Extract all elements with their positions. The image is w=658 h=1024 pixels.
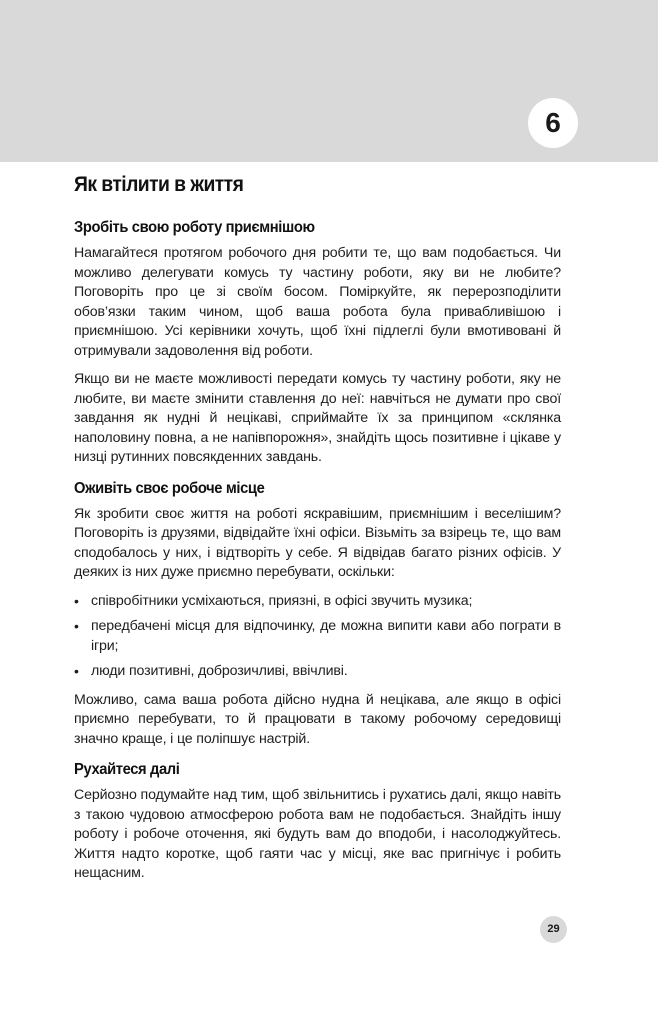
- section-heading: Оживіть своє робоче місце: [74, 479, 265, 497]
- page-number-badge: 29: [540, 916, 567, 943]
- section-heading: Зробіть свою роботу приємнішою: [74, 219, 315, 236]
- bullet-icon: •: [74, 663, 79, 679]
- paragraph: Як зробити своє життя на роботі яскравішим, приємнішим і веселішим? Поговоріть із друзями, відвідайте їхні офіси. Візьміть за взірець те, що вам сподобалось у них, і відтворіть у себе. Я відвідав багато різних офісів. У деяких із них дуже приємно перебувати, оскільки:: [74, 505, 561, 580]
- paragraph: Намагайтеся протягом робочого дня робити те, що вам подобається. Чи можливо делегувати комусь ту частину роботи, яку ви не любите? Поговоріть про це зі своїм босом. Поміркуйте, як перерозподілити обов’язки таким чином, щоб ваша робота була привабливішою і приємнішою. Усі керівники хочуть, щоб їхні підлеглі були вмотивовані й отримували задоволення від роботи.: [74, 245, 561, 359]
- list-item-text: співробітники усміхаються, приязні, в офісі звучить музика;: [91, 592, 473, 609]
- list-item: [74, 592, 561, 612]
- page-title: Як втілити в життя: [74, 173, 244, 196]
- section-make-work-pleasant: [74, 216, 561, 468]
- bullet-list: [74, 592, 561, 682]
- bullet-icon: •: [74, 592, 79, 609]
- list-item-text: передбачені місця для відпочинку, де можна випити кави або пограти в ігри;: [91, 618, 561, 654]
- bullet-icon: •: [74, 618, 79, 634]
- section-move-on: [74, 758, 561, 884]
- list-item: [74, 662, 561, 682]
- paragraph: Можливо, сама ваша робота дійсно нудна й нецікава, але якщо в офісі приємно перебувати, то й працювати в такому робочому середовищі значно краще, і це поліпшує настрій.: [74, 691, 561, 747]
- list-item-text: люди позитивні, доброзичливі, ввічливі.: [91, 663, 348, 679]
- paragraph: Серйозно подумайте над тим, щоб звільнитись і рухатись далі, якщо навіть з такою чудовою атмосферою робота вам не подобається. Знайдіть іншу роботу і робоче оточення, які будуть вам до вподоби, і насолоджуйтесь. Життя надто коротке, щоб гаяти час у місці, яке вас пригнічує і робить нещасним.: [74, 787, 561, 881]
- section-revive-workplace: [74, 477, 561, 750]
- section-heading: Рухайтеся далі: [74, 761, 180, 778]
- list-item: [74, 617, 561, 656]
- chapter-number-badge: 6: [528, 98, 578, 148]
- paragraph: Якщо ви не маєте можливості передати комусь ту частину роботи, яку не любите, ви маєте змінити ставлення до неї: навчіться не думати про свої завдання як нудні й нецікаві, сприймайте їх за принципом «склянка наполовину повна, а не напівпорожня», знайдіть щось позитивне і цікаве у низці рутинних повсякденних завдань.: [74, 371, 561, 465]
- page-content: [74, 170, 561, 893]
